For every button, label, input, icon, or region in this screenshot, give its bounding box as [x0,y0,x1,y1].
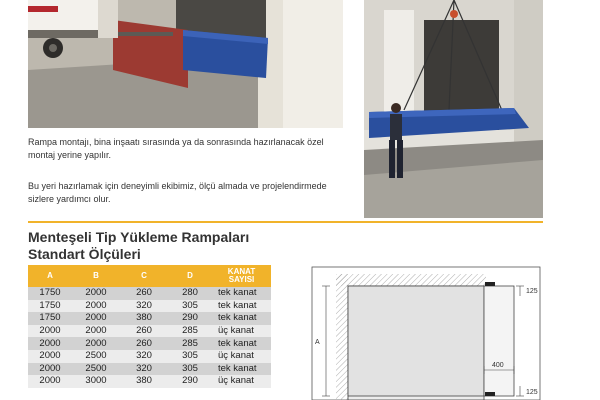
cell-d: 290 [168,375,212,388]
header-a: A [28,265,72,287]
table-row [28,350,271,363]
table-row [28,337,271,350]
hinge-bottom [485,392,495,396]
wall-hatch-top [336,274,486,286]
cell-c: 380 [120,312,168,325]
table-row [28,312,271,325]
ramp-lip [484,286,514,396]
cell-kanat: üç kanat [212,375,271,388]
cell-c: 260 [120,325,168,338]
header-kanat-text: KANAT SAYISI [227,267,256,284]
team-caption: Bu yeri hazırlamak için deneyimli ekibimiz, ölçü almada ve projelendirmede sizlere yardımcı olur. [28,181,327,204]
cell-d: 305 [168,300,212,313]
table-row [28,375,271,388]
cell-a: 1750 [28,300,72,313]
section-divider [28,221,543,223]
dim-top-label: 125 [526,288,538,295]
section-title: Menteşeli Tip Yükleme Rampaları [28,229,250,245]
dim-a-label: A [315,339,320,346]
hinge-top [485,282,495,286]
table-row [28,300,271,313]
cell-a: 2000 [28,337,72,350]
cell-a: 1750 [28,312,72,325]
cell-d: 305 [168,363,212,376]
cell-a: 2000 [28,363,72,376]
dim-bottom-label: 125 [526,389,538,396]
cell-d: 290 [168,312,212,325]
table-row [28,325,271,338]
table-row [28,287,271,300]
dim-mid-label: 400 [492,362,504,369]
ramp-installation-photo [364,0,543,218]
cell-c: 320 [120,350,168,363]
cell-kanat: tek kanat [212,363,271,376]
cell-c: 320 [120,363,168,376]
cell-d: 285 [168,325,212,338]
cell-kanat: tek kanat [212,312,271,325]
cell-b: 2000 [72,325,120,338]
cell-d: 285 [168,337,212,350]
montage-caption: Rampa montajı, bina inşaatı sırasında ya da sonrasında hazırlanacak özel montaj yerine yapılır. [28,137,324,160]
cell-b: 2000 [72,300,120,313]
cell-c: 260 [120,287,168,300]
cell-b: 2000 [72,337,120,350]
header-d: D [168,265,212,287]
table-row [28,363,271,376]
cell-b: 2500 [72,363,120,376]
cell-d: 305 [168,350,212,363]
ramp-technical-drawing [310,266,542,400]
header-b: B [72,265,120,287]
header-c: C [120,265,168,287]
cell-kanat: üç kanat [212,350,271,363]
cell-a: 2000 [28,350,72,363]
cell-a: 1750 [28,287,72,300]
cell-c: 320 [120,300,168,313]
cell-c: 380 [120,375,168,388]
cell-kanat: tek kanat [212,337,271,350]
section-subtitle: Standart Ölçüleri [28,246,141,262]
header-kanat [212,265,271,287]
cell-d: 280 [168,287,212,300]
cell-b: 2000 [72,312,120,325]
cell-b: 2500 [72,350,120,363]
wall-hatch-left [336,274,348,400]
cell-kanat: tek kanat [212,287,271,300]
dimensions-table [28,265,271,388]
cell-a: 2000 [28,375,72,388]
cell-b: 3000 [72,375,120,388]
cell-kanat: tek kanat [212,300,271,313]
cell-b: 2000 [72,287,120,300]
cell-c: 260 [120,337,168,350]
cell-a: 2000 [28,325,72,338]
table-header-row [28,265,271,287]
ramp-plate [348,286,484,396]
loading-dock-photo [28,0,343,128]
cell-kanat: üç kanat [212,325,271,338]
